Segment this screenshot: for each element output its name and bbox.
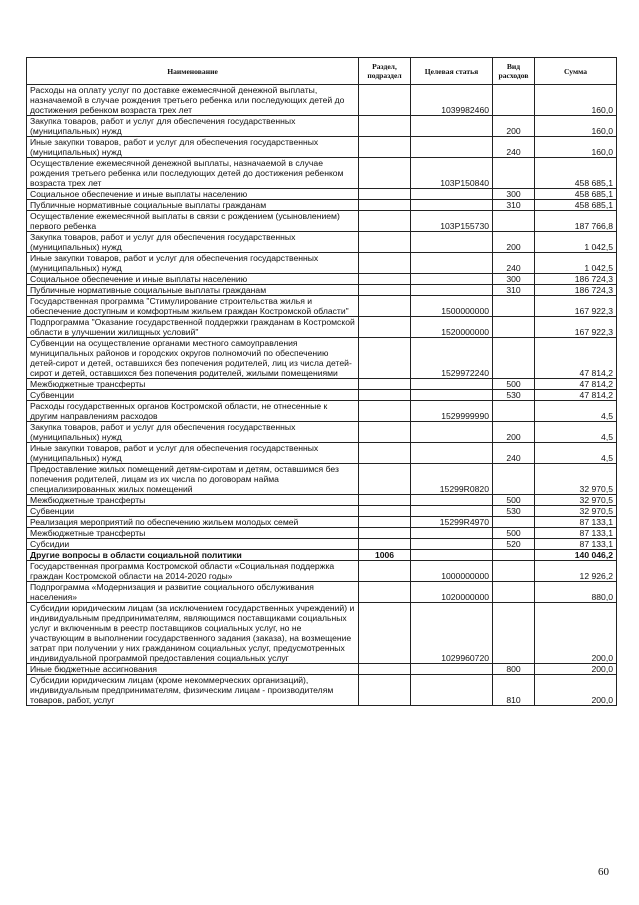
table-row xyxy=(27,495,617,506)
cell-name: Иные закупки товаров, работ и услуг для обеспечения государственных (муниципальных) нужд xyxy=(27,137,359,158)
table-row xyxy=(27,506,617,517)
table-row xyxy=(27,317,617,338)
cell-section xyxy=(359,274,411,285)
cell-article xyxy=(411,506,493,517)
cell-section xyxy=(359,539,411,550)
cell-type xyxy=(493,211,535,232)
cell-article: 1500000000 xyxy=(411,296,493,317)
cell-sum: 87 133,1 xyxy=(535,539,617,550)
cell-name: Государственная программа "Стимулирование строительства жилья и обеспечение доступным и комфортным жильем граждан Костромской области" xyxy=(27,296,359,317)
cell-name: Осуществление ежемесячной выплаты в связи с рождением (усыновлением) первого ребенка xyxy=(27,211,359,232)
cell-type: 200 xyxy=(493,232,535,253)
table-row xyxy=(27,85,617,116)
cell-sum: 200,0 xyxy=(535,675,617,706)
cell-name: Субвенции xyxy=(27,390,359,401)
cell-section xyxy=(359,211,411,232)
cell-type: 520 xyxy=(493,539,535,550)
cell-name: Государственная программа Костромской области «Социальная поддержка граждан Костромской области на 2014-2020 годы» xyxy=(27,561,359,582)
cell-section xyxy=(359,495,411,506)
cell-section xyxy=(359,232,411,253)
table-row xyxy=(27,401,617,422)
table-row xyxy=(27,189,617,200)
cell-section xyxy=(359,561,411,582)
cell-article: 15299R4970 xyxy=(411,517,493,528)
table-row xyxy=(27,582,617,603)
table-row xyxy=(27,379,617,390)
cell-section xyxy=(359,664,411,675)
cell-section xyxy=(359,285,411,296)
cell-article xyxy=(411,285,493,296)
cell-section xyxy=(359,443,411,464)
table-row xyxy=(27,550,617,561)
cell-name: Межбюджетные трансферты xyxy=(27,528,359,539)
cell-sum: 160,0 xyxy=(535,85,617,116)
cell-name: Расходы государственных органов Костромской области, не отнесенные к другим направлениям расходов xyxy=(27,401,359,422)
cell-sum: 186 724,3 xyxy=(535,285,617,296)
cell-article: 1529972240 xyxy=(411,338,493,379)
table-row xyxy=(27,285,617,296)
cell-article: 15299R0820 xyxy=(411,464,493,495)
table-row xyxy=(27,675,617,706)
cell-section xyxy=(359,253,411,274)
cell-section xyxy=(359,200,411,211)
cell-article: 1520000000 xyxy=(411,317,493,338)
cell-name: Расходы на оплату услуг по доставке ежемесячной денежной выплаты, назначаемой в случае рождения третьего ребенка или последующих детей до достижения ребенком возраста трех лет xyxy=(27,85,359,116)
cell-type: 500 xyxy=(493,379,535,390)
page-number: 60 xyxy=(598,866,609,878)
cell-type xyxy=(493,561,535,582)
table-row xyxy=(27,200,617,211)
table-row xyxy=(27,664,617,675)
cell-type: 300 xyxy=(493,274,535,285)
cell-section xyxy=(359,85,411,116)
cell-type xyxy=(493,517,535,528)
table-row xyxy=(27,390,617,401)
cell-sum: 200,0 xyxy=(535,603,617,664)
cell-type: 310 xyxy=(493,285,535,296)
cell-section xyxy=(359,296,411,317)
cell-type: 200 xyxy=(493,422,535,443)
cell-article: 103P150840 xyxy=(411,158,493,189)
cell-name: Закупка товаров, работ и услуг для обеспечения государственных (муниципальных) нужд xyxy=(27,116,359,137)
cell-type: 530 xyxy=(493,506,535,517)
cell-article xyxy=(411,443,493,464)
cell-name: Другие вопросы в области социальной политики xyxy=(27,550,359,561)
cell-section xyxy=(359,582,411,603)
cell-name: Закупка товаров, работ и услуг для обеспечения государственных (муниципальных) нужд xyxy=(27,422,359,443)
cell-sum: 4,5 xyxy=(535,401,617,422)
cell-name: Подпрограмма "Оказание государственной поддержки гражданам в Костромской области в улучшении жилищных условий" xyxy=(27,317,359,338)
cell-type xyxy=(493,85,535,116)
header-sum: Сумма xyxy=(535,58,617,85)
cell-article xyxy=(411,539,493,550)
cell-sum: 880,0 xyxy=(535,582,617,603)
cell-type: 200 xyxy=(493,116,535,137)
cell-sum: 32 970,5 xyxy=(535,495,617,506)
cell-article xyxy=(411,664,493,675)
cell-section xyxy=(359,116,411,137)
cell-type: 240 xyxy=(493,443,535,464)
cell-article: 1029960720 xyxy=(411,603,493,664)
cell-type xyxy=(493,317,535,338)
cell-sum: 4,5 xyxy=(535,422,617,443)
cell-sum: 47 814,2 xyxy=(535,338,617,379)
cell-type: 810 xyxy=(493,675,535,706)
cell-article xyxy=(411,495,493,506)
header-article: Целевая статья xyxy=(411,58,493,85)
table-row xyxy=(27,603,617,664)
cell-type xyxy=(493,582,535,603)
budget-table xyxy=(26,57,617,706)
cell-sum: 87 133,1 xyxy=(535,517,617,528)
cell-sum: 1 042,5 xyxy=(535,232,617,253)
cell-sum: 32 970,5 xyxy=(535,506,617,517)
cell-sum: 47 814,2 xyxy=(535,379,617,390)
table-body xyxy=(27,85,617,706)
cell-article xyxy=(411,232,493,253)
table-row xyxy=(27,422,617,443)
cell-section xyxy=(359,675,411,706)
cell-name: Иные закупки товаров, работ и услуг для обеспечения государственных (муниципальных) нужд xyxy=(27,253,359,274)
table-row xyxy=(27,137,617,158)
header-section: Раздел, подраздел xyxy=(359,58,411,85)
cell-type xyxy=(493,401,535,422)
cell-article xyxy=(411,116,493,137)
cell-sum: 4,5 xyxy=(535,443,617,464)
cell-name: Публичные нормативные социальные выплаты гражданам xyxy=(27,200,359,211)
cell-sum: 47 814,2 xyxy=(535,390,617,401)
cell-article xyxy=(411,189,493,200)
cell-sum: 458 685,1 xyxy=(535,158,617,189)
cell-sum: 187 766,8 xyxy=(535,211,617,232)
cell-name: Межбюджетные трансферты xyxy=(27,495,359,506)
cell-type: 240 xyxy=(493,137,535,158)
cell-name: Субвенции xyxy=(27,506,359,517)
cell-name: Социальное обеспечение и иные выплаты населению xyxy=(27,274,359,285)
cell-section xyxy=(359,158,411,189)
cell-name: Иные закупки товаров, работ и услуг для обеспечения государственных (муниципальных) нужд xyxy=(27,443,359,464)
cell-section xyxy=(359,390,411,401)
cell-article xyxy=(411,550,493,561)
header-type: Вид расходов xyxy=(493,58,535,85)
cell-sum: 458 685,1 xyxy=(535,200,617,211)
table-row xyxy=(27,253,617,274)
cell-section xyxy=(359,422,411,443)
cell-article xyxy=(411,675,493,706)
cell-sum: 160,0 xyxy=(535,137,617,158)
cell-name: Предоставление жилых помещений детям-сиротам и детям, оставшимся без попечения родителей, лицам из их числа по договорам найма специализированных жилых помещений xyxy=(27,464,359,495)
cell-section xyxy=(359,506,411,517)
cell-type: 240 xyxy=(493,253,535,274)
cell-article xyxy=(411,274,493,285)
cell-section xyxy=(359,528,411,539)
cell-sum: 200,0 xyxy=(535,664,617,675)
cell-type: 500 xyxy=(493,528,535,539)
cell-article: 1039982460 xyxy=(411,85,493,116)
cell-sum: 160,0 xyxy=(535,116,617,137)
cell-type xyxy=(493,550,535,561)
cell-section xyxy=(359,189,411,200)
table-row xyxy=(27,528,617,539)
cell-sum: 12 926,2 xyxy=(535,561,617,582)
cell-name: Субсидии xyxy=(27,539,359,550)
table-row xyxy=(27,232,617,253)
table-row xyxy=(27,561,617,582)
cell-sum: 1 042,5 xyxy=(535,253,617,274)
cell-name: Межбюджетные трансферты xyxy=(27,379,359,390)
cell-sum: 87 133,1 xyxy=(535,528,617,539)
cell-name: Осуществление ежемесячной денежной выплаты, назначаемой в случае рождения третьего ребенка или последующих детей до достижения ребенком возраста трех лет xyxy=(27,158,359,189)
cell-type xyxy=(493,158,535,189)
cell-sum: 167 922,3 xyxy=(535,317,617,338)
table-row xyxy=(27,274,617,285)
table-row xyxy=(27,211,617,232)
cell-article xyxy=(411,379,493,390)
cell-article: 1020000000 xyxy=(411,582,493,603)
cell-name: Субвенции на осуществление органами местного самоуправления муниципальных районов и городских округов полномочий по обеспечению детей-сирот и детей, оставшихся без попечения родителей, лиц из числа детей-сирот и детей, оставшихся без попечения родителей, жилыми помещениями xyxy=(27,338,359,379)
cell-type xyxy=(493,338,535,379)
cell-section: 1006 xyxy=(359,550,411,561)
cell-name: Закупка товаров, работ и услуг для обеспечения государственных (муниципальных) нужд xyxy=(27,232,359,253)
cell-type xyxy=(493,296,535,317)
cell-sum: 458 685,1 xyxy=(535,189,617,200)
cell-section xyxy=(359,317,411,338)
cell-type xyxy=(493,603,535,664)
cell-sum: 167 922,3 xyxy=(535,296,617,317)
cell-type: 800 xyxy=(493,664,535,675)
cell-sum: 32 970,5 xyxy=(535,464,617,495)
cell-article xyxy=(411,528,493,539)
table-row xyxy=(27,517,617,528)
table-row xyxy=(27,464,617,495)
cell-type: 300 xyxy=(493,189,535,200)
cell-section xyxy=(359,464,411,495)
cell-article xyxy=(411,390,493,401)
cell-article xyxy=(411,422,493,443)
cell-section xyxy=(359,517,411,528)
cell-sum: 186 724,3 xyxy=(535,274,617,285)
cell-section xyxy=(359,137,411,158)
cell-type: 310 xyxy=(493,200,535,211)
cell-article xyxy=(411,137,493,158)
table-row xyxy=(27,296,617,317)
budget-sheet xyxy=(26,57,616,706)
cell-section xyxy=(359,379,411,390)
table-row xyxy=(27,443,617,464)
cell-article: 103P155730 xyxy=(411,211,493,232)
cell-article: 1529999990 xyxy=(411,401,493,422)
cell-article xyxy=(411,200,493,211)
cell-article: 1000000000 xyxy=(411,561,493,582)
cell-type xyxy=(493,464,535,495)
table-header-row xyxy=(27,58,617,85)
cell-name: Иные бюджетные ассигнования xyxy=(27,664,359,675)
table-row xyxy=(27,539,617,550)
cell-article xyxy=(411,253,493,274)
cell-name: Социальное обеспечение и иные выплаты населению xyxy=(27,189,359,200)
cell-name: Субсидии юридическим лицам (кроме некоммерческих организаций), индивидуальным предпринимателям, физическим лицам - производителям товаров, работ, услуг xyxy=(27,675,359,706)
cell-type: 530 xyxy=(493,390,535,401)
cell-type: 500 xyxy=(493,495,535,506)
header-name: Наименование xyxy=(27,58,359,85)
cell-section xyxy=(359,603,411,664)
cell-section xyxy=(359,401,411,422)
table-row xyxy=(27,116,617,137)
cell-section xyxy=(359,338,411,379)
cell-name: Публичные нормативные социальные выплаты гражданам xyxy=(27,285,359,296)
cell-sum: 140 046,2 xyxy=(535,550,617,561)
table-row xyxy=(27,338,617,379)
cell-name: Реализация мероприятий по обеспечению жильем молодых семей xyxy=(27,517,359,528)
cell-name: Подпрограмма «Модернизация и развитие социального обслуживания населения» xyxy=(27,582,359,603)
cell-name: Субсидии юридическим лицам (за исключением государственных учреждений) и индивидуальным предпринимателям, являющимся поставщиками социальных услуг и включенным в реестр поставщиков социальных услуг, но не участвующим в выполнении государственного задания (заказа), на возмещение затрат при получении у них гражданином социальных услуг, предусмотренных индивидуальной программой предоставления социальных услуг xyxy=(27,603,359,664)
table-row xyxy=(27,158,617,189)
